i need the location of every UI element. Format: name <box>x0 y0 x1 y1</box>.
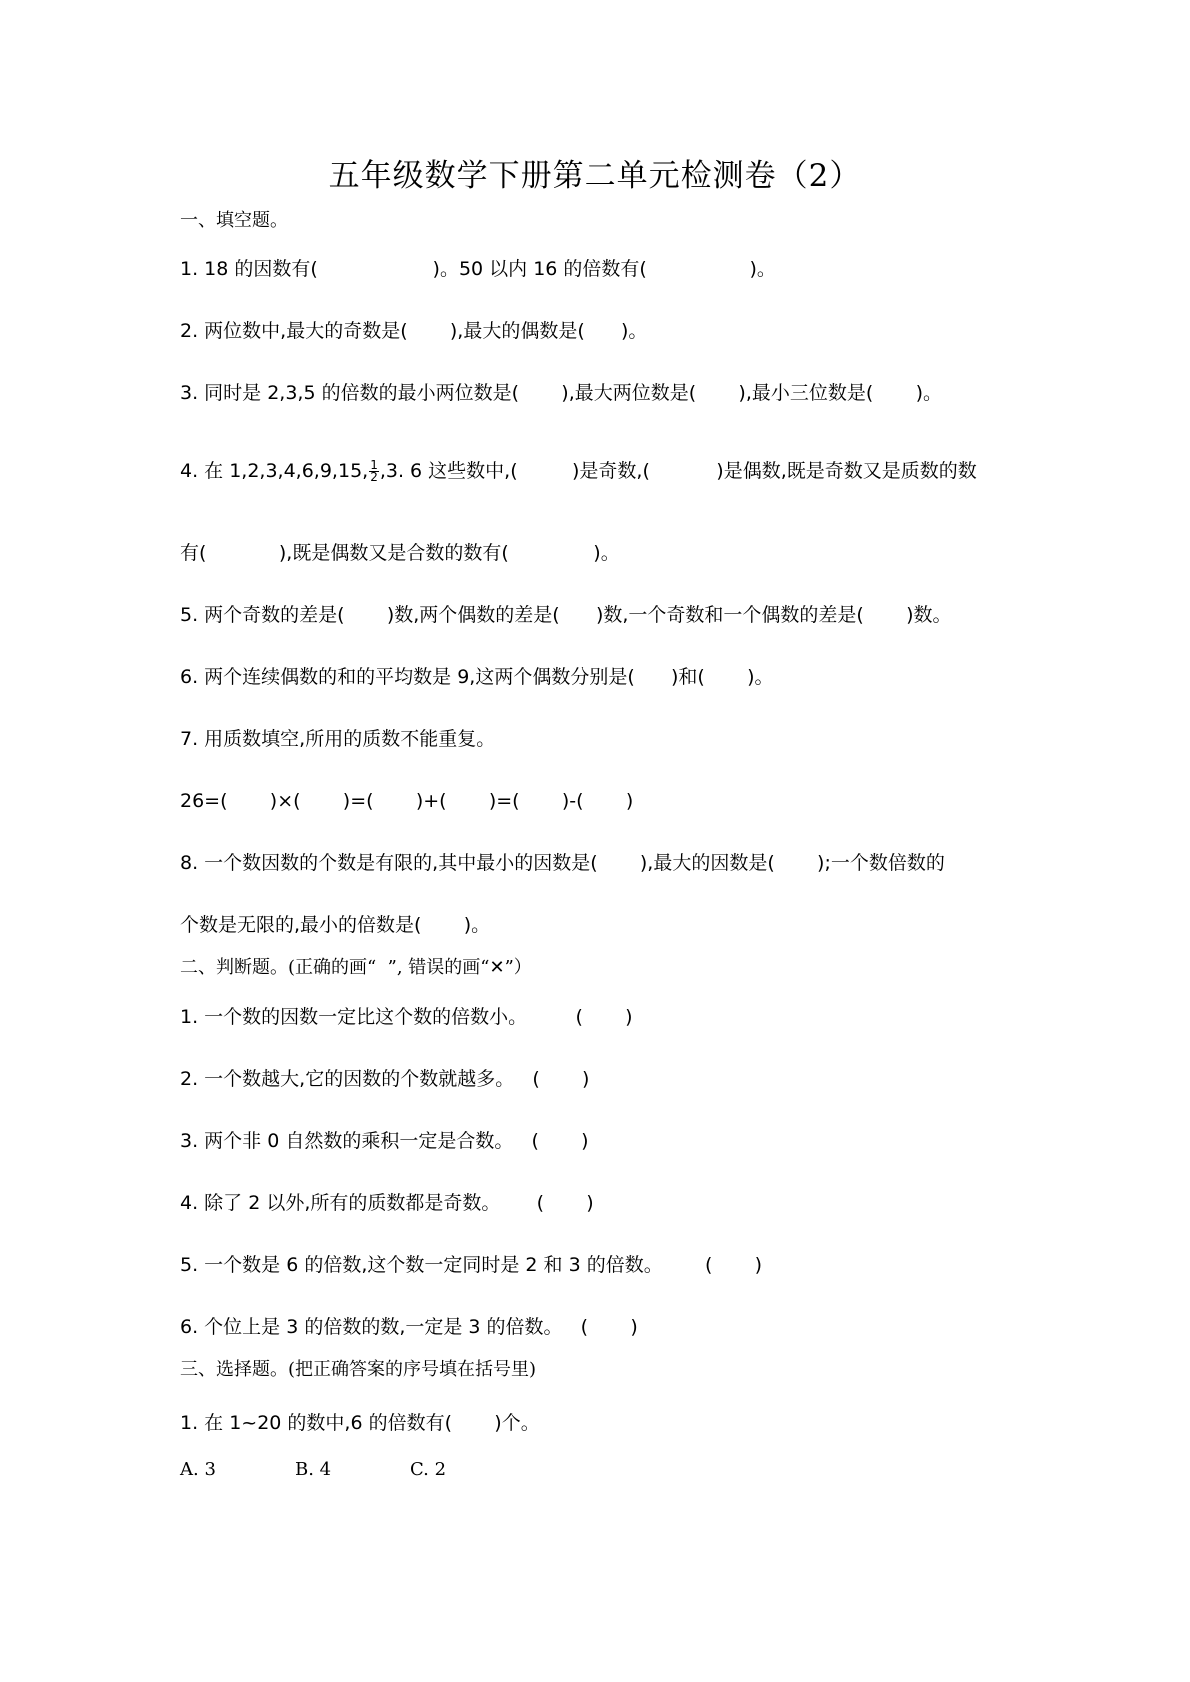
fraction-numerator: 1 <box>370 458 378 472</box>
s1-question-4-part-b: ,3. 6 这些数中,( )是奇数,( )是偶数,既是奇数又是质数的数 <box>379 460 977 482</box>
section-3-heading: 三、选择题。(把正确答案的序号填在括号里) <box>180 1359 537 1380</box>
fraction-one-half <box>369 460 379 483</box>
section-2-heading: 二、判断题。(正确的画“ ”, 错误的画“✕”） <box>180 957 532 978</box>
s1-question-4 <box>180 458 977 484</box>
s1-question-2: 2. 两位数中,最大的奇数是( ),最大的偶数是( )。 <box>180 320 648 342</box>
s3-question-1-options <box>180 1456 525 1483</box>
s1-question-4-continued: 有( ),既是偶数又是合数的数有( )。 <box>180 542 620 564</box>
s2-question-3: 3. 两个非 0 自然数的乘积一定是合数。 ( ) <box>180 1130 589 1152</box>
s1-question-7: 7. 用质数填空,所用的质数不能重复。 <box>180 728 496 750</box>
s1-question-6: 6. 两个连续偶数的和的平均数是 9,这两个偶数分别是( )和( )。 <box>180 666 774 688</box>
s1-question-7-equation: 26=( )×( )=( )+( )=( )-( ) <box>180 790 634 812</box>
s1-question-8-continued: 个数是无限的,最小的倍数是( )。 <box>180 914 491 936</box>
s1-question-1: 1. 18 的因数有( )。50 以内 16 的倍数有( )。 <box>180 258 776 280</box>
s1-question-4-part-a: 4. 在 1,2,3,4,6,9,15, <box>180 460 369 482</box>
s2-question-2: 2. 一个数越大,它的因数的个数就越多。 ( ) <box>180 1068 590 1090</box>
s1-question-5: 5. 两个奇数的差是( )数,两个偶数的差是( )数,一个奇数和一个偶数的差是( )数。 <box>180 604 952 626</box>
s2-question-6: 6. 个位上是 3 的倍数的数,一定是 3 的倍数。 ( ) <box>180 1316 638 1338</box>
s2-question-1: 1. 一个数的因数一定比这个数的倍数小。 ( ) <box>180 1006 633 1028</box>
s2-question-4: 4. 除了 2 以外,所有的质数都是奇数。 ( ) <box>180 1192 594 1214</box>
s3-question-1: 1. 在 1~20 的数中,6 的倍数有( )个。 <box>180 1412 540 1434</box>
s1-question-3: 3. 同时是 2,3,5 的倍数的最小两位数是( ),最大两位数是( ),最小三位数是( )。 <box>180 382 942 404</box>
page-title: 五年级数学下册第二单元检测卷（2） <box>328 158 862 194</box>
option-b: B. 4 <box>295 1459 332 1480</box>
option-c: C. 2 <box>410 1459 447 1480</box>
section-1-heading: 一、填空题。 <box>180 210 288 231</box>
fraction-denominator: 2 <box>370 470 378 484</box>
option-a: A. 3 <box>180 1459 216 1480</box>
s1-question-8: 8. 一个数因数的个数是有限的,其中最小的因数是( ),最大的因数是( );一个数倍数的 <box>180 852 945 874</box>
s2-question-5: 5. 一个数是 6 的倍数,这个数一定同时是 2 和 3 的倍数。 ( ) <box>180 1254 763 1276</box>
